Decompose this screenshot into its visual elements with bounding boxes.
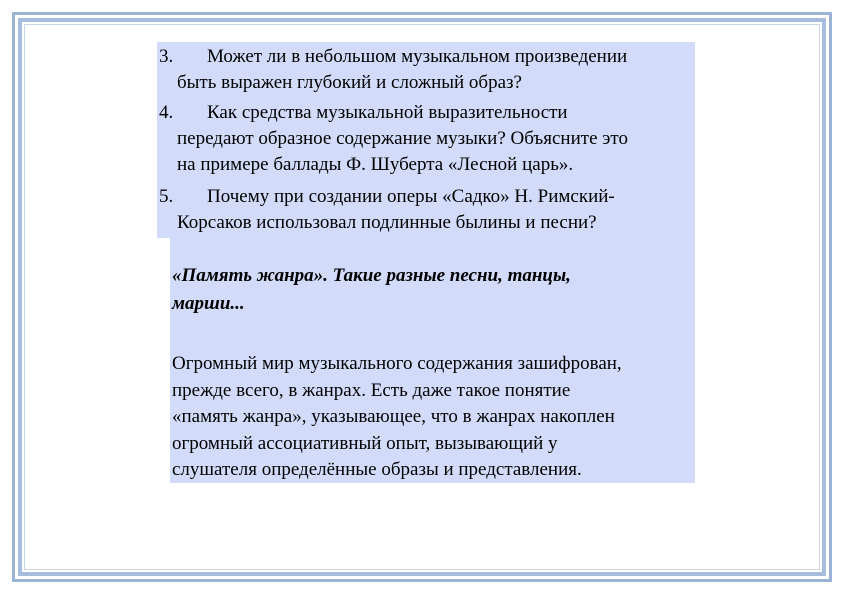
question-text: Почему при создании оперы «Садко» Н. Римский- [207,186,615,207]
question-number: 4. [159,102,174,123]
section-heading-line: марши... [172,293,245,314]
question-number: 3. [159,46,174,67]
question-text: Может ли в небольшом музыкальном произведении [207,46,628,67]
paragraph-line: огромный ассоциативный опыт, вызывающий у [172,432,558,454]
paragraph-line: «память жанра», указывающее, что в жанрах накоплен [172,406,615,427]
section-heading [172,262,672,318]
paragraph-line: слушателя определённые образы и представления. [172,459,582,480]
question-text-continued: быть выражен глубокий и сложный образ? [177,72,522,93]
paragraph-line: прежде всего, в жанрах. Есть даже такое понятие [172,379,571,401]
question-text-continued: Корсаков использовал подлинные былины и песни? [177,212,597,233]
question-text-continued: на примере баллады Ф. Шуберта «Лесной царь». [177,154,574,175]
question-number: 5. [159,186,174,207]
question-text-continued: передают образное содержание музыки? Объясните это [177,128,628,149]
question-text: Как средства музыкальной выразительности [207,102,568,123]
section-heading-line: «Память жанра». Такие разные песни, танцы, [172,265,571,286]
paragraph-line: Огромный мир музыкального содержания зашифрован, [172,353,622,374]
questions-list [157,42,695,238]
section-paragraph [172,351,692,484]
genre-memory-section [170,238,695,483]
